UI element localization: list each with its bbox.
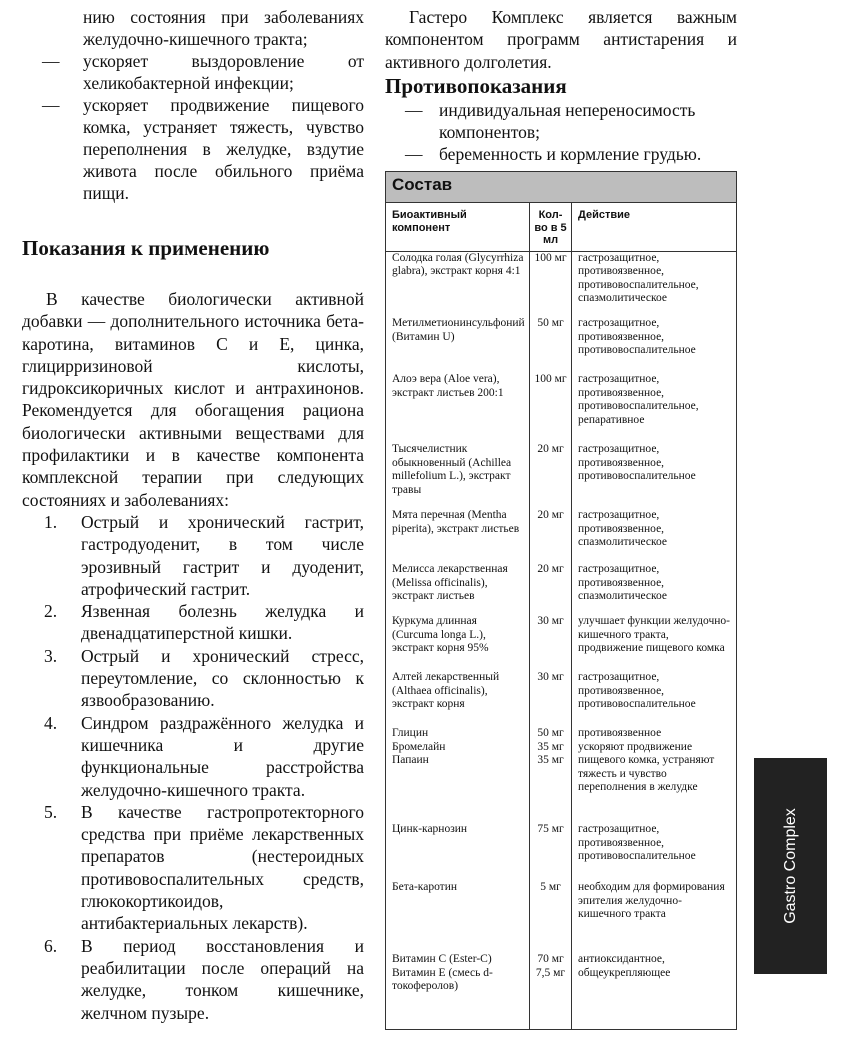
cell-action: антиоксидантное, общеукрепляющее bbox=[572, 953, 737, 1029]
side-tab bbox=[754, 758, 827, 974]
table-row bbox=[386, 823, 737, 881]
cell-amount: 30 мг bbox=[530, 615, 572, 671]
cell-action: гастрозащитное, противоязвенное, противовоспалительное, репаративное bbox=[572, 373, 737, 443]
list-item: — ускоряет выздоровление от хеликобактерной инфекции; bbox=[42, 51, 364, 93]
column-header: Кол-во в 5 мл bbox=[530, 203, 572, 252]
cell-component: Метилметионинсульфоний (Витамин U) bbox=[386, 317, 530, 373]
list-item: 4. Синдром раздражённого желудка и кишечника и другие функциональные расстройства желудочно-кишечного тракта. bbox=[44, 712, 364, 800]
table-row bbox=[386, 615, 737, 671]
cell-component: Куркума длинная (Curcuma longa L.), экстракт корня 95% bbox=[386, 615, 530, 671]
cell-amount: 50 мг 35 мг 35 мг bbox=[530, 727, 572, 823]
list-item: нию состояния при заболеваниях желудочно-кишечного тракта; bbox=[83, 7, 364, 49]
list-item: 2. Язвенная болезнь желудка и двенадцатиперстной кишки. bbox=[44, 601, 364, 644]
table-row bbox=[386, 509, 737, 563]
cell-action: гастрозащитное, противоязвенное, противовоспалительное bbox=[572, 317, 737, 373]
side-tab-label: Gastro Complex bbox=[781, 808, 799, 924]
contraindications-list bbox=[385, 99, 737, 166]
indications-paragraph: В качестве биологически активной добавки — дополнительного источника бета-каротина, витаминов С и Е, цинка, глицирризиновой кислоты, гидроксикоричных кислот и антрахинонов. Рекомендуется для обогащения рациона биологически активными веществами для профилактики и в качестве компонента комплексной терапии при следующих состояниях и заболеваниях: bbox=[22, 289, 364, 510]
cell-amount: 70 мг 7,5 мг bbox=[530, 953, 572, 1029]
contraindications-title: Противопоказания bbox=[385, 73, 567, 98]
composition-table bbox=[385, 171, 737, 1030]
cell-component: Мята перечная (Mentha piperita), экстракт листьев bbox=[386, 509, 530, 563]
left-column bbox=[22, 6, 364, 1024]
table-row bbox=[386, 373, 737, 443]
list-item: — ускоряет продвижение пищевого комка, устраняет тяжесть, чувство переполнения в желудке, вздутие живота после обильного приёма пищи. bbox=[42, 95, 364, 203]
cell-action: необходим для формирования эпителия желудочно-кишечного тракта bbox=[572, 881, 737, 953]
column-header: Биоактивный компонент bbox=[386, 203, 530, 252]
cell-amount: 100 мг bbox=[530, 251, 572, 317]
cell-action: гастрозащитное, противоязвенное, противовоспалительное bbox=[572, 671, 737, 727]
list-item: 5. В качестве гастропротекторного средства при приёме лекарственных препаратов (нестероидных противовоспалительных средств, глюкокортикоидов, антибактериальных лекарств). bbox=[44, 801, 364, 934]
cell-amount: 20 мг bbox=[530, 563, 572, 615]
column-header: Действие bbox=[572, 203, 737, 252]
cell-action: гастрозащитное, противоязвенное, спазмолитическое bbox=[572, 563, 737, 615]
cell-amount: 5 мг bbox=[530, 881, 572, 953]
table-title: Состав bbox=[386, 172, 737, 203]
table-row bbox=[386, 317, 737, 373]
list-item: — индивидуальная непереносимость компонентов; bbox=[405, 99, 696, 143]
cell-amount: 20 мг bbox=[530, 509, 572, 563]
cell-component: Цинк-карнозин bbox=[386, 823, 530, 881]
cell-component: Алоэ вера (Aloe vera), экстракт листьев 200:1 bbox=[386, 373, 530, 443]
table-row bbox=[386, 443, 737, 509]
cell-component: Мелисса лекарственная (Melissa officinalis), экстракт листьев bbox=[386, 563, 530, 615]
list-item: 6. В период восстановления и реабилитации после операций на желудке, тонком кишечнике, желчном пузыре. bbox=[44, 935, 364, 1023]
intro-paragraph: Гастеро Комплекс является важным компонентом программ антистарения и активного долголетия. bbox=[385, 7, 737, 72]
indications-title: Показания к применению bbox=[22, 236, 270, 260]
cell-action: гастрозащитное, противоязвенное, противовоспалительное, спазмолитическое bbox=[572, 251, 737, 317]
cell-component: Глицин Бромелайн Папаин bbox=[386, 727, 530, 823]
cell-component: Алтей лекарственный (Althaea officinalis), экстракт корня bbox=[386, 671, 530, 727]
table-row bbox=[386, 563, 737, 615]
table-row bbox=[386, 953, 737, 1029]
cell-amount: 30 мг bbox=[530, 671, 572, 727]
list-item: 3. Острый и хронический стресс, переутомление, со склонностью к язвообразованию. bbox=[44, 645, 364, 711]
right-column bbox=[385, 6, 737, 166]
cell-action: противоязвенное ускоряют продвижение пищевого комка, устраняют тяжесть и чувство переполнения в желудке bbox=[572, 727, 737, 823]
cell-action: гастрозащитное, противоязвенное, спазмолитическое bbox=[572, 509, 737, 563]
cell-action: улучшает функции желудочно-кишечного тракта, продвижение пищевого комка bbox=[572, 615, 737, 671]
cell-amount: 100 мг bbox=[530, 373, 572, 443]
table-row bbox=[386, 671, 737, 727]
list-item: 1. Острый и хронический гастрит, гастродуоденит, в том числе эрозивный гастрит и дуоденит, атрофический гастрит. bbox=[44, 511, 364, 599]
cell-amount: 20 мг bbox=[530, 443, 572, 509]
cell-action: гастрозащитное, противоязвенное, противовоспалительное bbox=[572, 443, 737, 509]
cell-component: Бета-каротин bbox=[386, 881, 530, 953]
cell-component: Солодка голая (Glycyrrhiza glabra), экстракт корня 4:1 bbox=[386, 251, 530, 317]
cell-amount: 75 мг bbox=[530, 823, 572, 881]
intro-bullets bbox=[22, 6, 364, 204]
table-row bbox=[386, 251, 737, 317]
table-row bbox=[386, 727, 737, 823]
table-row bbox=[386, 881, 737, 953]
cell-component: Витамин С (Ester-C) Витамин Е (смесь d-токоферолов) bbox=[386, 953, 530, 1029]
cell-component: Тысячелистник обыкновенный (Achillea millefolium L.), экстракт травы bbox=[386, 443, 530, 509]
cell-amount: 50 мг bbox=[530, 317, 572, 373]
list-item: — беременность и кормление грудью. bbox=[405, 144, 702, 165]
cell-action: гастрозащитное, противоязвенное, противовоспалительное bbox=[572, 823, 737, 881]
indications-list bbox=[22, 511, 364, 1024]
